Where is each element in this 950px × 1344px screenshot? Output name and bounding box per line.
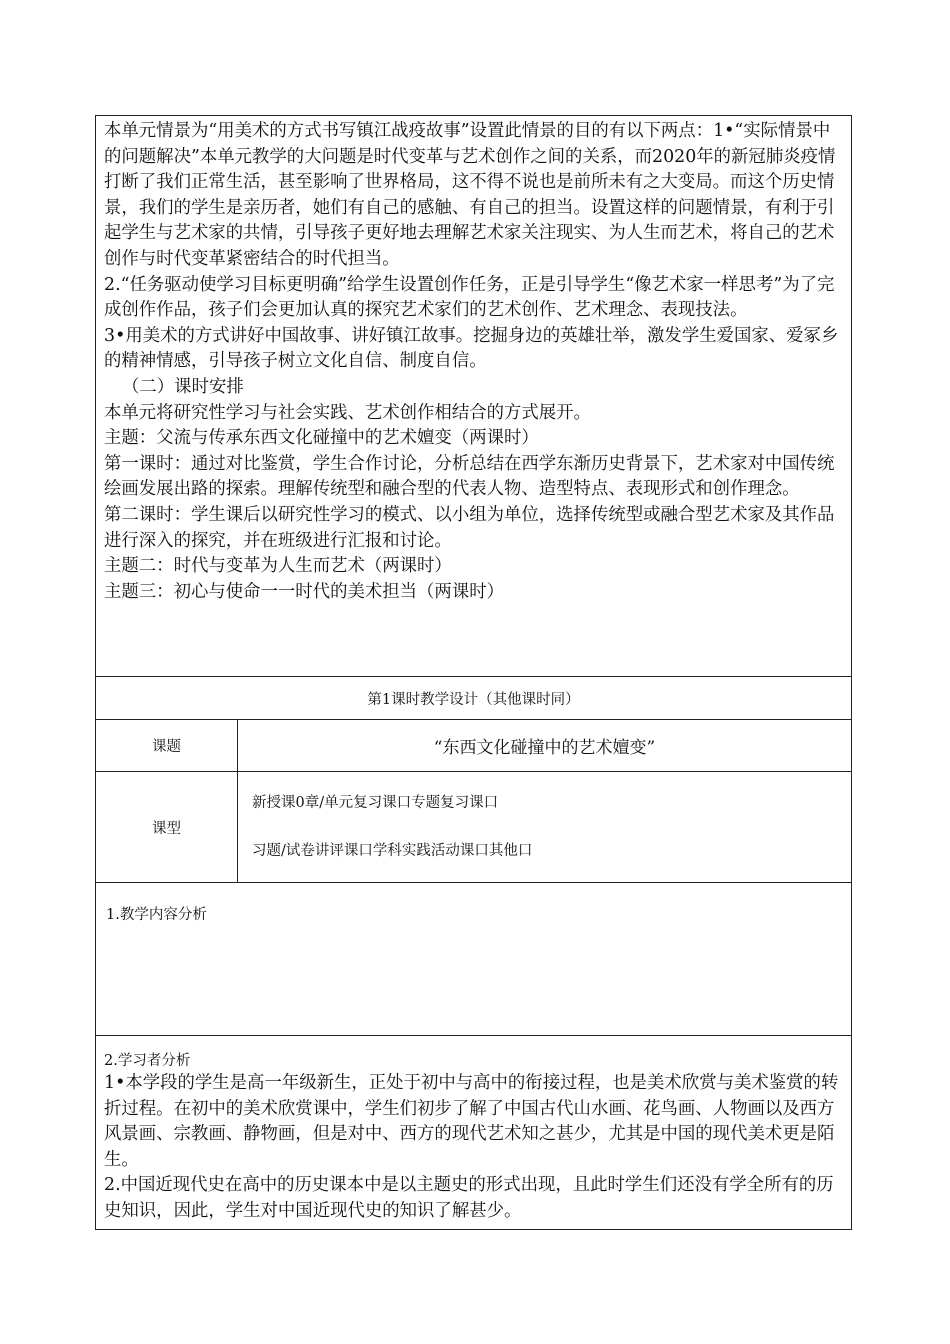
content-analysis-heading: 1.教学内容分析 (96, 883, 852, 1036)
lesson-plan-table (95, 115, 852, 1230)
schedule-line-1: 本单元将研究性学习与社会实践、艺术创作相结合的方式展开。 (104, 402, 591, 423)
lesson-type-options (238, 772, 852, 883)
lesson-type-line-2: 习题/试卷讲评课口学科实践活动课口其他口 (252, 843, 533, 859)
topic-value: “东西文化碰撞中的艺术嬗变” (238, 720, 852, 772)
lesson-design-title: 第1课时教学设计（其他课时同） (96, 677, 852, 720)
scenario-paragraph-3: 3•用美术的方式讲好中国故事、讲好镇江故事。挖掘身边的英雄壮举，激发学生爱国家、爱冢乡的精神情感，引导孩子树立文化自信、制度自信。 (104, 325, 839, 372)
learner-analysis-row (96, 1036, 852, 1230)
scenario-cell (96, 116, 852, 677)
learner-analysis-heading: 2.学习者分析 (104, 1053, 191, 1069)
lesson-type-line-1: 新授课0章/单元复习课口专题复习课口 (252, 795, 499, 811)
schedule-line-3: 第一课时：通过对比鉴赏，学生合作讨论，分析总结在西学东渐历史背景下，艺术家对中国传统绘画发展出路的探索。理解传统型和融合型的代表人物、造型特点、表现形式和创作理念。 (104, 453, 835, 500)
topic-row (96, 720, 852, 772)
scenario-row (96, 116, 852, 677)
topic-label: 课题 (96, 720, 238, 772)
scenario-paragraph-2: 2.“任务驱动使学习目标更明确”给学生设置创作任务，正是引导学生“像艺术家一样思考”为了完成创作作品，孩子们会更加认真的探究艺术家们的艺术创作、艺术理念、表现技法。 (104, 274, 835, 321)
content-analysis-row (96, 883, 852, 1036)
lesson-plan-document (95, 115, 851, 1230)
learner-analysis-cell (96, 1036, 852, 1230)
learner-paragraph-1: 1•本学段的学生是高一年级新生，正处于初中与高中的衔接过程，也是美术欣赏与美术鉴赏的转折过程。在初中的美术欣赏课中，学生们初步了解了中国古代山水画、花鸟画、人物画以及西方风景画、宗教画、静物画，但是对中、西方的现代艺术知之甚少，尤其是中国的现代美术更是陌生。 (104, 1073, 839, 1170)
scenario-paragraph-1: 本单元情景为“用美术的方式书写镇江战疫故事”设置此情景的目的有以下两点：1•“实际情景中的问题解决”本单元教学的大问题是时代变革与艺术创作之间的关系，而2020年的新冠肺炎疫情打断了我们正常生活，甚至影响了世界格局，这不得不说也是前所未有之大变局。而这个历史情景，我们的学生是亲历者，她们有自己的感触、有自己的担当。设置这样的问题情景，有利于引起学生与艺术家的共情，引导孩子更好地去理解艺术家关注现实、为人生而艺术，将自己的艺术创作与时代变革紧密结合的时代担当。 (104, 121, 836, 269)
learner-paragraph-2: 2.中国近现代史在高中的历史课本中是以主题史的形式出现，且此时学生们还没有学全所有的历史知识，因此，学生对中国近现代史的知识了解甚少。 (104, 1175, 834, 1221)
lesson-type-row (96, 772, 852, 883)
lesson-design-title-row (96, 677, 852, 720)
schedule-line-6: 主题三：初心与使命一一时代的美术担当（两课时） (104, 581, 504, 602)
lesson-type-label: 课型 (96, 772, 238, 883)
schedule-line-2: 主题：父流与传承东西文化碰撞中的艺术嬗变（两课时） (104, 428, 539, 449)
schedule-line-4: 第二课时：学生课后以研究性学习的模式、以小组为单位，选择传统型或融合型艺术家及其作品进行深入的探究，并在班级进行汇报和讨论。 (104, 504, 835, 551)
schedule-heading: （二）课时安排 (122, 376, 244, 397)
schedule-line-5: 主题二：时代与变革为人生而艺术（两课时） (104, 556, 452, 577)
